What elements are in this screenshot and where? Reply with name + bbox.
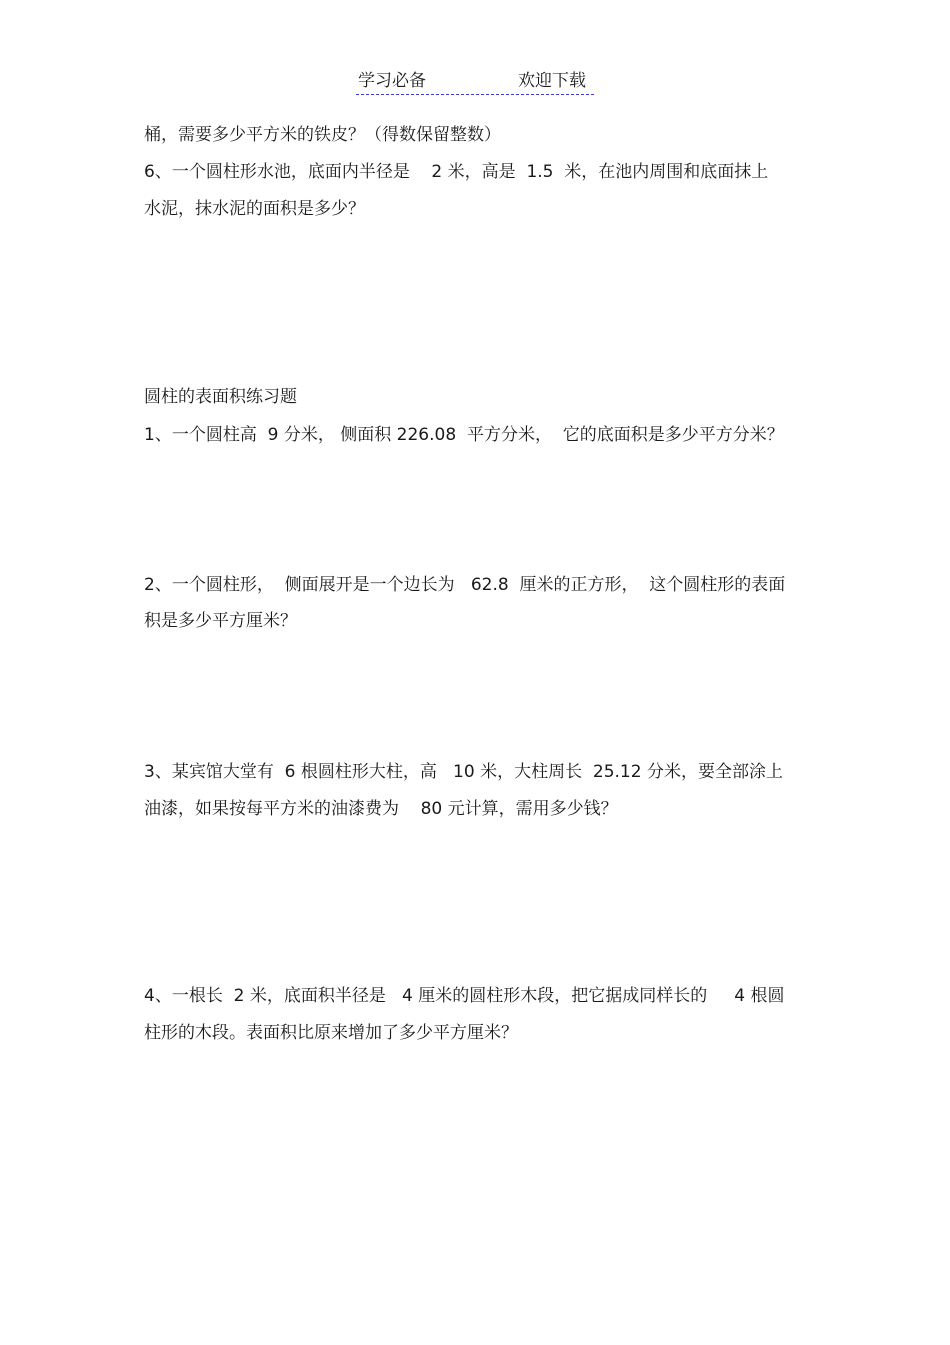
question-2-line-1: 2、一个圆柱形， 侧面展开是一个边长为 62.8 厘米的正方形， 这个圆柱形的表面 [144,575,786,595]
text-line-continuation: 桶，需要多少平方米的铁皮？（得数保留整数） [144,125,501,145]
page-header [356,70,594,95]
question-3-line-1: 3、某宾馆大堂有 6 根圆柱形大柱，高 10 米，大柱周长 25.12 分米，要全部涂上 [144,762,783,782]
section-title: 圆柱的表面积练习题 [144,387,297,407]
question-6-line-2: 水泥，抹水泥的面积是多少？ [144,199,365,219]
question-4-line-2: 柱形的木段。表面积比原来增加了多少平方厘米？ [144,1023,518,1043]
question-1: 1、一个圆柱高 9 分米， 侧面积 226.08 平方分米， 它的底面积是多少平方分米？ [144,425,784,445]
question-2-line-2: 积是多少平方厘米？ [144,611,297,631]
question-4-line-1: 4、一根长 2 米，底面积半径是 4 厘米的圆柱形木段，把它据成同样长的 4 根圆 [144,986,785,1006]
header-right-text: 欢迎下载 [518,71,586,91]
header-left-text: 学习必备 [358,71,426,91]
question-6-line-1: 6、一个圆柱形水池，底面内半径是 2 米，高是 1.5 米，在池内周围和底面抹上 [144,162,769,182]
question-3-line-2: 油漆，如果按每平方米的油漆费为 80 元计算，需用多少钱？ [144,799,618,819]
